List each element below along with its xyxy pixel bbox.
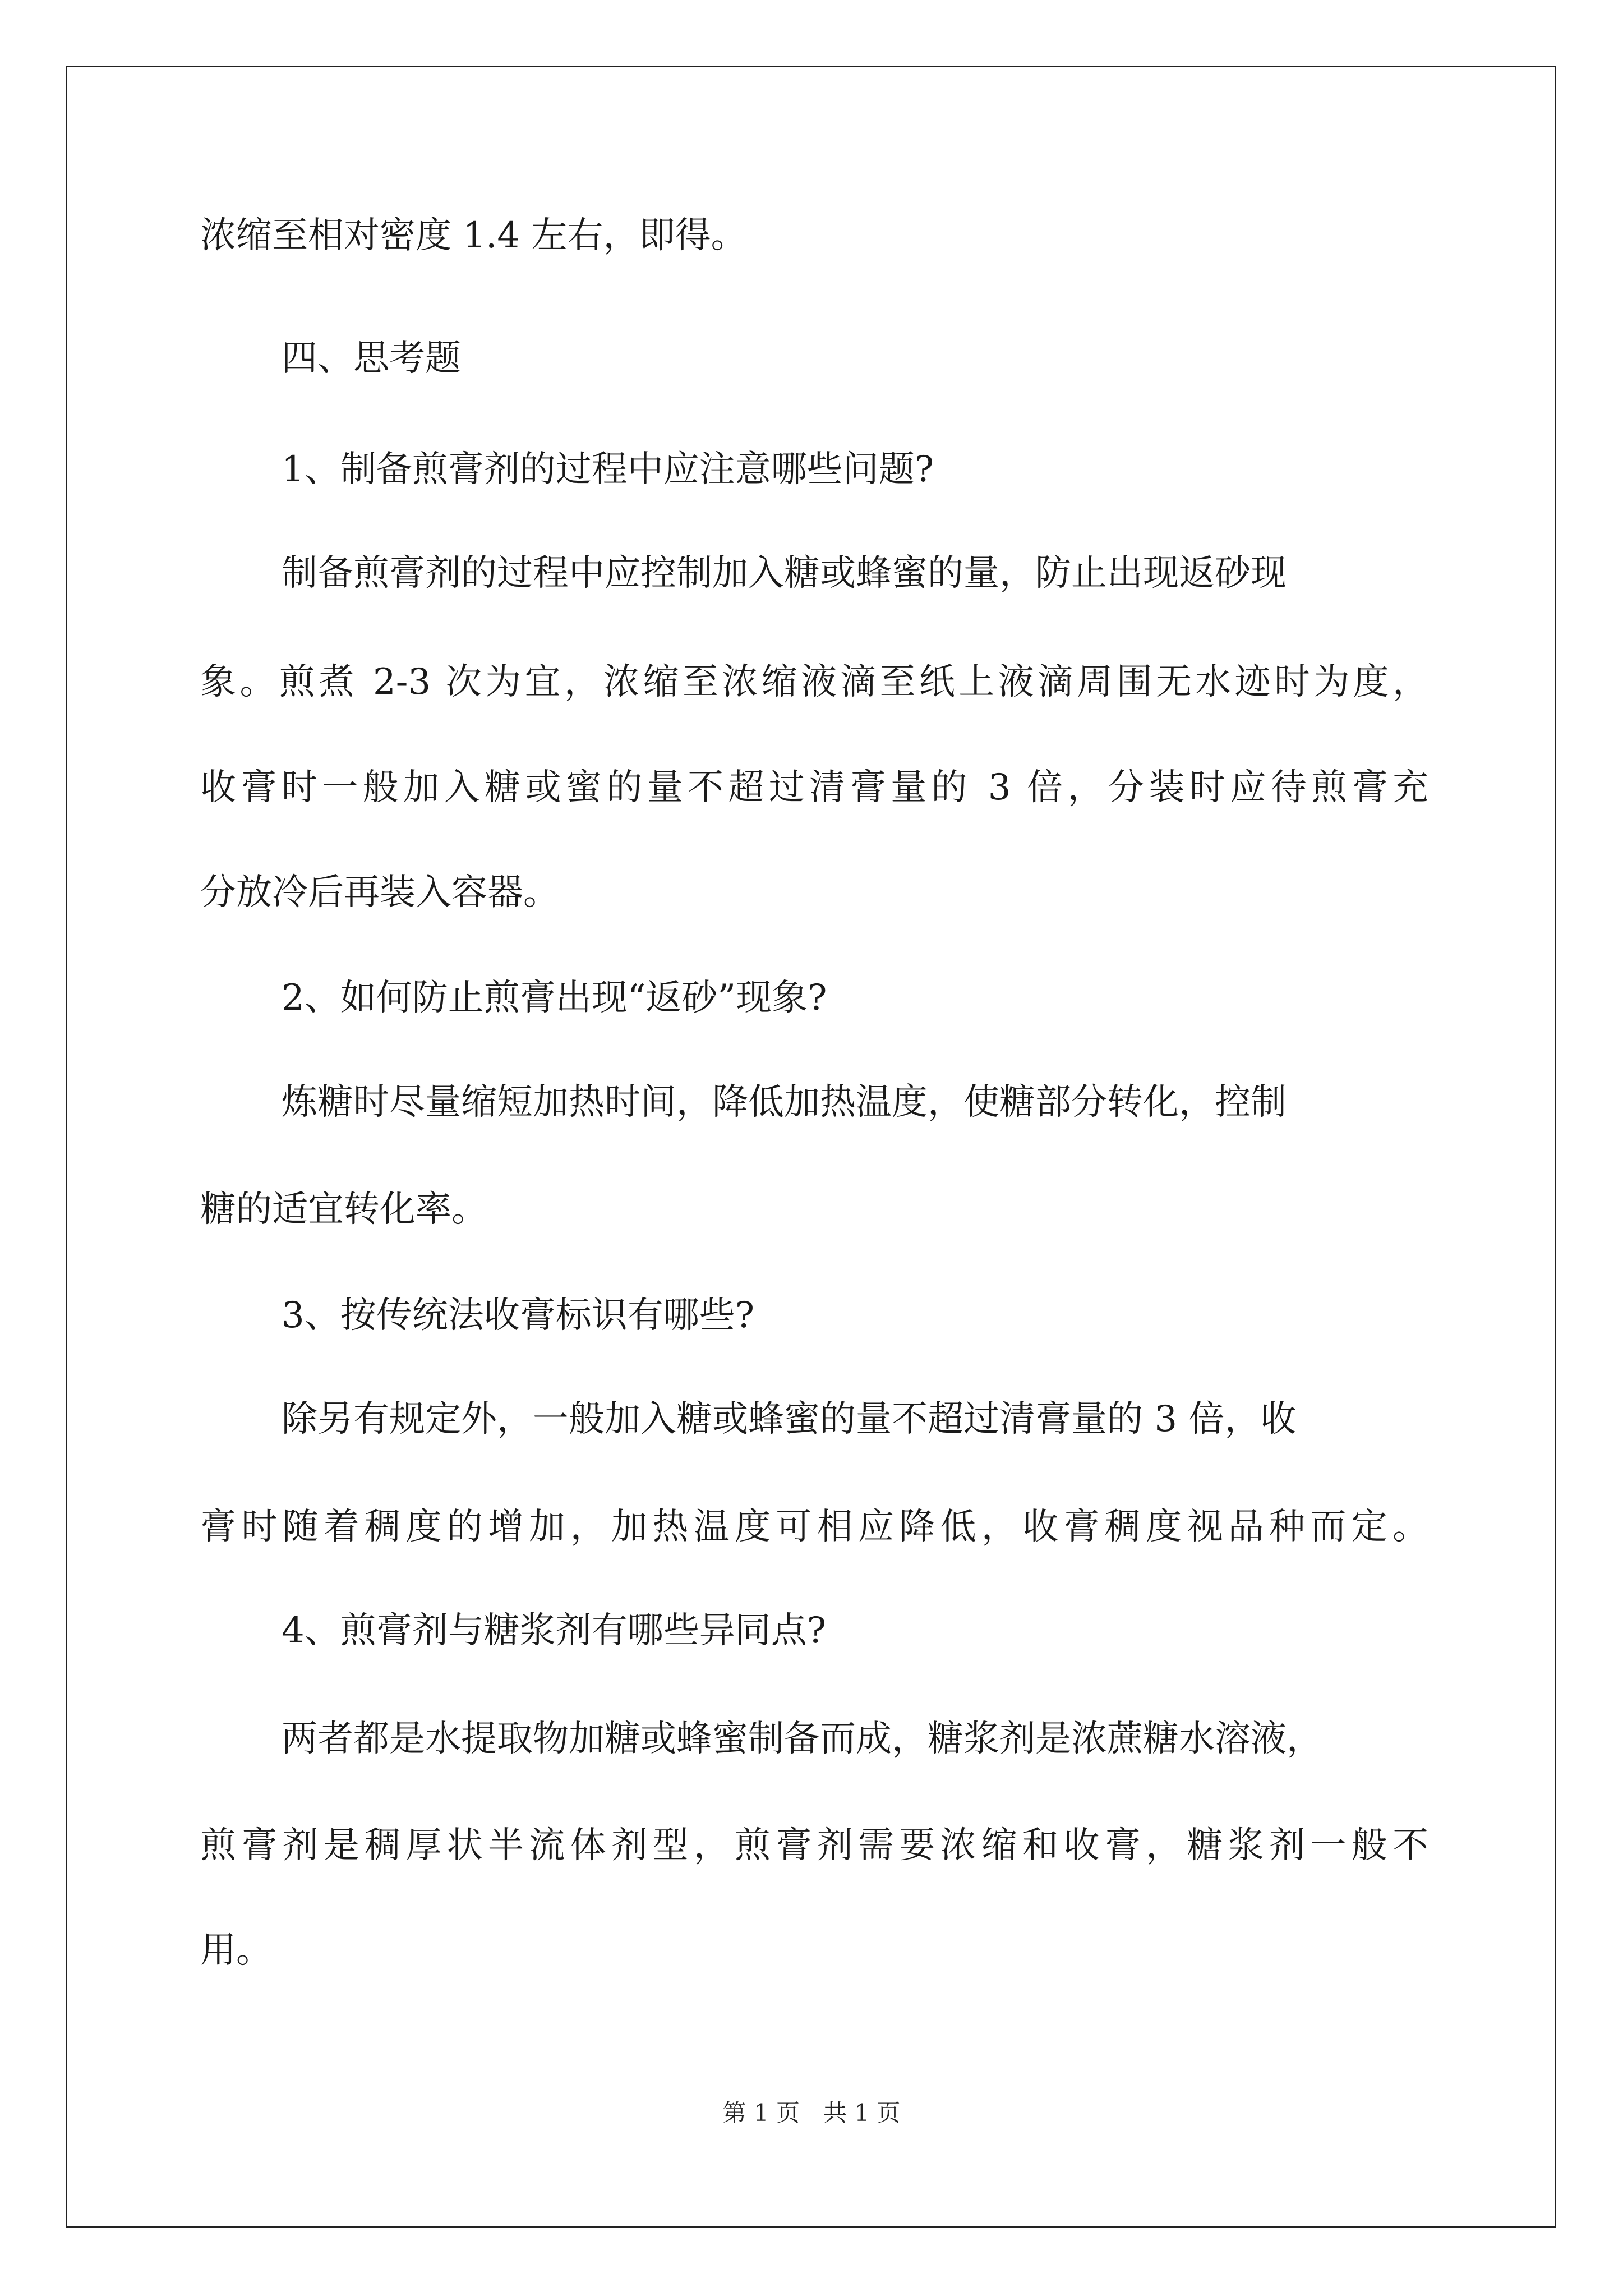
question-4: 4、煎膏剂与糖浆剂有哪些异同点? [282, 1610, 827, 1651]
answer-1-line-2: 象。煎煮 2-3 次为宜，浓缩至浓缩液滴至纸上液滴周围无水迹时为度， [200, 661, 1428, 703]
answer-1-line-1: 制备煎膏剂的过程中应控制加入糖或蜂蜜的量，防止出现返砂现 [282, 553, 1287, 594]
answer-2-line-2: 糖的适宜转化率。 [200, 1189, 487, 1230]
answer-2-line-1: 炼糖时尽量缩短加热时间，降低加热温度，使糖部分转化，控制 [282, 1082, 1287, 1123]
answer-3-line-2: 膏时随着稠度的增加，加热温度可相应降低，收膏稠度视品种而定。 [200, 1506, 1428, 1548]
question-1: 1、制备煎膏剂的过程中应注意哪些问题? [282, 449, 934, 490]
answer-4-line-3: 用。 [200, 1930, 272, 1971]
answer-3-line-1: 除另有规定外，一般加入糖或蜂蜜的量不超过清膏量的 3 倍，收 [282, 1398, 1297, 1440]
question-2: 2、如何防止煎膏出现“返砂”现象? [282, 977, 827, 1019]
answer-4-line-1: 两者都是水提取物加糖或蜂蜜制备而成，糖浆剂是浓蔗糖水溶液， [282, 1718, 1322, 1760]
question-3: 3、按传统法收膏标识有哪些? [282, 1295, 755, 1336]
answer-1-line-3: 收膏时一般加入糖或蜜的量不超过清膏量的 3 倍，分装时应待煎膏充 [200, 767, 1428, 808]
answer-1-line-4: 分放冷后再装入容器。 [200, 872, 559, 913]
page-number-footer: 第 1 页 共 1 页 [722, 2099, 901, 2127]
text-line-1: 浓缩至相对密度 1.4 左右，即得。 [200, 215, 747, 256]
page-border [66, 66, 1556, 2228]
section-heading: 四、思考题 [282, 338, 461, 379]
answer-4-line-2: 煎膏剂是稠厚状半流体剂型，煎膏剂需要浓缩和收膏，糖浆剂一般不 [200, 1825, 1428, 1866]
